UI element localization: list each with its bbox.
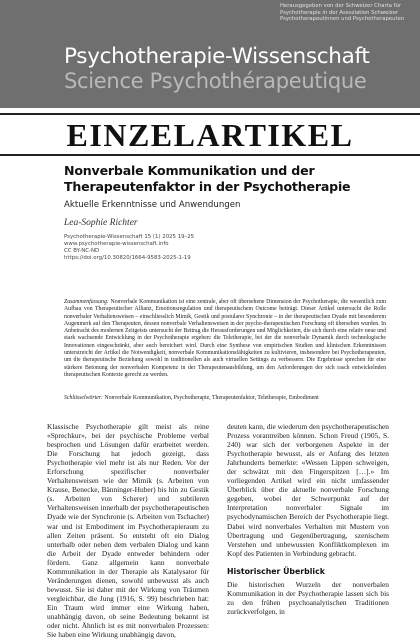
meta-license: CC BY-NC-ND <box>64 248 100 254</box>
abstract <box>64 299 386 379</box>
body-paragraph: Die historischen Wurzeln der nonverbalen Kommunikation in der Psychotherapie lassen sich bis zu den frühen psychoanalytischen Traditionen zurückverfolgen, in <box>227 579 389 616</box>
rule-top <box>0 113 420 115</box>
keywords <box>64 395 386 402</box>
article-meta <box>64 234 394 262</box>
journal-banner <box>0 0 420 108</box>
body-column-right <box>227 422 389 616</box>
section-heading: Historischer Überblick <box>227 566 325 576</box>
article-subtitle: Aktuelle Erkenntnisse und Anwendungen <box>64 200 241 210</box>
body-column-left <box>47 422 209 639</box>
meta-citation: Psychotherapie-Wissenschaft 15 (1) 2025 19–25 <box>64 234 195 240</box>
body-paragraph: deuten kann, die wiederum den psychotherapeutischen Prozess vorantreiben können. Schon Freud (1905, S. 240) war sich der verborgenen Aspekte in der Psychotherapie bewusst, als er Anfang des letzten Jahrhunderts bemerkte: «Wessen Lippen schweigen, der schwätzt mit den Fingerspitzen […].» Im vorliegenden Artikel wird ein nicht umfassender Überblick über die aktuelle nonverbale Forschung gegeben, wobei der Schwerpunkt auf der Interpretation nonverbaler Signale im psychodynamischen Bereich der Psychotherapie liegt. Dabei wird nonverbales Verhalten mit Mustern von Übertragung und Gegenübertragung, szenischem Verstehen und unbewussten Konfliktkomplexen im Kopf des Patienten in Verbindung gebracht. <box>227 422 389 558</box>
article-title: Nonverbale Kommunikation und der Therapeutenfaktor in der Psychotherapie <box>64 163 351 194</box>
journal-subtitle: Science Psychothérapeutique <box>64 69 367 93</box>
abstract-text: Nonverbale Kommunikation ist eine zentrale, aber oft übersehene Dimension der Psychotherapie, die wesentlich zum Aufbau von Therapeutischer Allianz, Emotionsregulation und therapeutischem Outcome beiträgt. Dieser Artikel untersucht die Rolle nonverbaler Verhaltensweisen – einschliesslich Mimik, Gestik und postularer Synchronie – in der therapeutischen Dyade mit besonderem Augenmerk auf den Therapeuten, dessen nonverbale Verhaltensweisen in der psycho-therapeutischen Forschung oft übersehen wurden. In Anbetracht des modernen Zeitgeists untersucht der Beitrag die Herausforderungen und Möglichkeiten, die sich durch eine relativ neue und stark wachsende Entwicklung in der Psychotherapie ergeben: die Teletherapie, bei der die nonverbale Dynamik durch technologische Innovationen eingeschränkt, aber auch bereichert wird. Durch eine Synthese von empirischen Studien und klinischen Erkenntnissen unterstreicht der Artikel die Notwendigkeit, nonverbale Kommunikationsfähigkeiten zu kultivieren, insbesondere bei Psychotherapeuten, um die therapeutische Beziehung sowohl in traditionellen als auch virtuellen Settings zu verbessern. Die Ergebnisse sprechen für eine stärkere Betonung der nonverbalen Kompetenz in der Therapeutenausbildung, um den Anforderungen der sich rasch entwickelnden therapeutischen Kontexte gerecht zu werden. <box>64 299 386 378</box>
keywords-label: Schlüsselwörter: <box>64 395 103 401</box>
abstract-label: Zusammenfassung: <box>64 299 109 305</box>
section-label-band <box>0 113 420 156</box>
body-paragraph: Klassische Psychotherapie gilt meist als reine «Sprechkur», bei der psychische Probleme verbal besprochen und Lösungen dafür erarbeitet werden. Die Forschung hat jedoch gezeigt, dass Psychotherapie viel mehr ist als nur Reden. Vor der Erforschung spezifischer nonverbaler Verhaltensweisen wie der Mimik (s. Arbeiten von Krause, Benecke, Bänninger-Huber) bis hin zu Gestik (s. Arbeiten von Scherer) und subtileren Verhaltensweisen innerhalb der psychotherapeutischen Dyade wie der Synchronie (s. Arbeiten von Tschacher) war und ist Embodiment im Psychotherapieraum zu allen Zeiten präsent. So entsteht oft ein Dialog unterhalb oder neben dem verbalen Dialog und kann die Arbeit der Dyade entweder behindern oder fördern. Ganz allgemein kann nonverbale Kommunikation in der Therapie als Katalysator für Veränderungen dienen, sowohl unbewusst als auch bewusst. Sie ist daher mit der Wirkung von Träumen vergleichbar, die Jung (1916, S. 99) beschrieben hat: Ein Traum wird immer eine Wirkung haben, unabhängig davon, ob seine Bedeutung bekannt ist oder nicht. Ähnlich ist es mit nonverbalen Prozessen: Sie haben eine Wirkung unabhängig davon, <box>47 422 209 639</box>
article-author: Lea-Sophie Richter <box>64 218 138 228</box>
rule-bottom <box>0 154 420 156</box>
article-header <box>64 163 394 262</box>
keywords-text: Nonverbale Kommunikation, Psychotherapie, Therapeutenfaktor, Teletherapie, Embodiment <box>104 395 319 401</box>
meta-website[interactable]: www.psychotherapie-wissenschaft.info <box>64 241 169 247</box>
section-label: EINZELARTIKEL <box>66 117 354 153</box>
publisher-note: Herausgegeben von der Schweizer Charta für Psychotherapie in der Assoziation Schweizer Psychotherapeutinnen und Psychotherapeuten <box>280 3 405 23</box>
meta-doi[interactable]: https://doi.org/10.30820/1664-9583-2025-1-19 <box>64 255 191 261</box>
journal-title: Psychotherapie-Wissenschaft <box>64 44 370 69</box>
